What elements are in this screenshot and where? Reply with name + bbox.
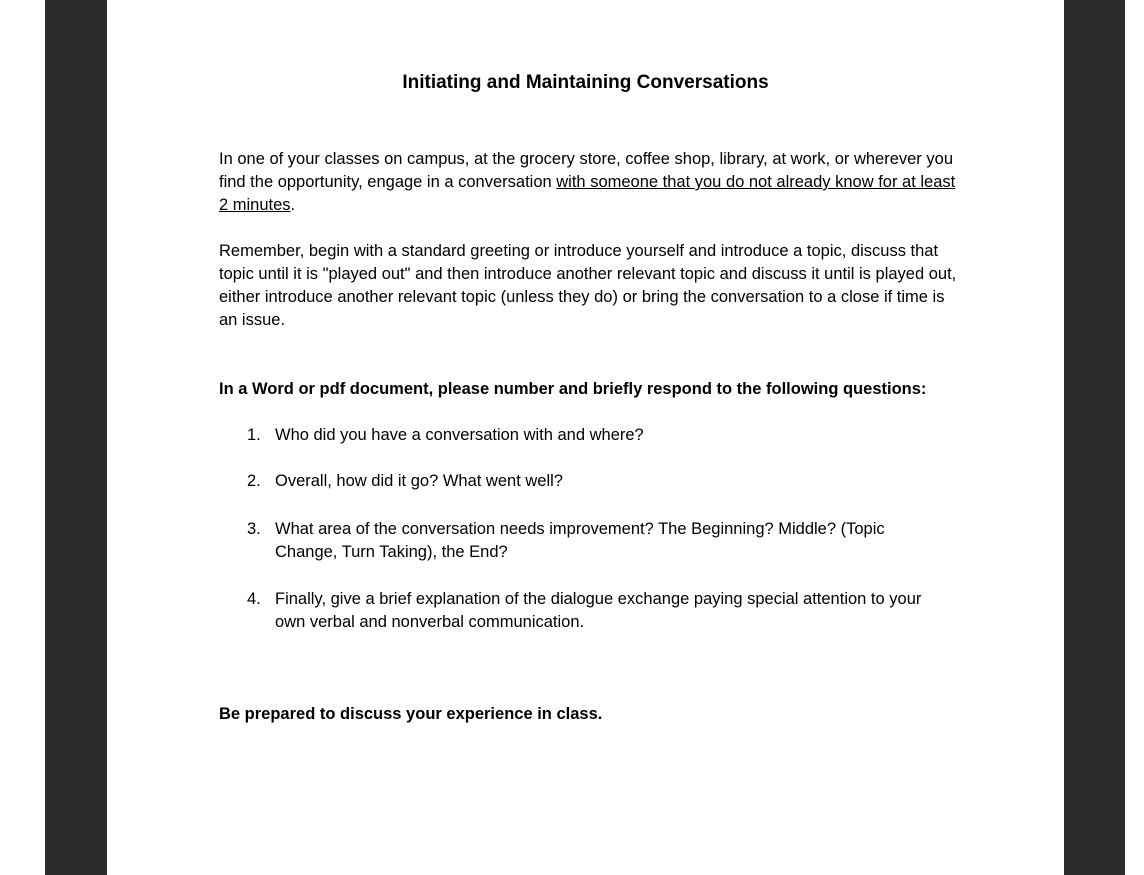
question-item (247, 424, 927, 447)
viewer-gutter-left (45, 0, 107, 875)
remember-paragraph: Remember, begin with a standard greeting or introduce yourself and introduce a topic, discuss that topic until it is "played out" and then introduce another relevant topic and discuss it until is played out, either introduce another relevant topic (unless they do) or bring the conversation to a close if time is an issue. (219, 242, 957, 329)
viewer-gutter-right (1064, 0, 1125, 875)
question-number: 1. (247, 426, 261, 444)
question-number: 4. (247, 590, 261, 608)
question-text: Finally, give a brief explanation of the dialogue exchange paying special attention to your own verbal and nonverbal communication. (275, 590, 922, 631)
question-number: 2. (247, 472, 261, 490)
question-text: Who did you have a conversation with and where? (275, 426, 644, 444)
intro-period: . (290, 196, 296, 214)
question-number: 3. (247, 520, 261, 538)
intro-text: In one of your classes on campus, at the grocery store, coffee shop, library, at work, or wherever you find the opportunity, engage in a conversation (219, 150, 953, 191)
closing-statement: Be prepared to discuss your experience in class. (219, 705, 603, 723)
question-item (247, 588, 927, 634)
intro-paragraph (219, 148, 959, 217)
intro-underlined-text: with someone that you do not already know for at least 2 minutes (219, 173, 956, 214)
question-item (247, 518, 927, 564)
document-title: Initiating and Maintaining Conversations (402, 72, 769, 93)
question-item (247, 470, 927, 493)
instructions-heading: In a Word or pdf document, please number and briefly respond to the following questions: (219, 380, 927, 398)
question-text: What area of the conversation needs improvement? The Beginning? Middle? (Topic Change, Turn Taking), the End? (275, 520, 885, 561)
document-page (107, 0, 1064, 875)
question-text: Overall, how did it go? What went well? (275, 472, 563, 490)
